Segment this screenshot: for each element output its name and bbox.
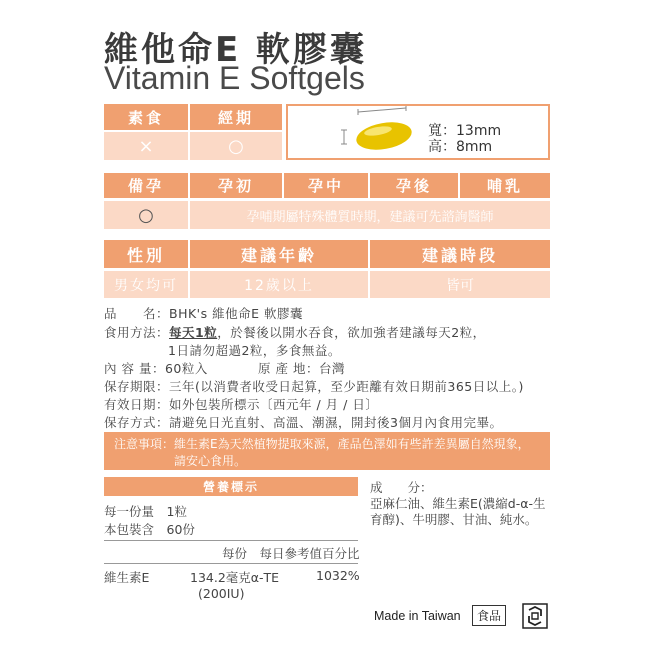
nutrition-row-name: 維生素E — [104, 570, 150, 585]
pregnancy-header-early: 孕初 — [190, 173, 282, 198]
nutrition-row-percent: 1032% — [316, 568, 360, 583]
pregnancy-header-prep: 備孕 — [104, 173, 188, 198]
nutrition-serving-size: 每一份量 1粒 — [104, 504, 187, 519]
nutrition-divider — [104, 540, 358, 541]
notice-line2: 請安心食用。 — [174, 454, 247, 468]
info-usage-line2: 1日請勿超過2粒，多食無益。 — [168, 343, 341, 358]
capsule-image-box — [286, 104, 550, 160]
notice-box — [104, 432, 550, 470]
info-product-name: 品 名：BHK's 維他命E 軟膠囊 — [104, 306, 303, 321]
nutrition-header: 營養標示 — [104, 477, 358, 496]
info-expiry: 有效日期：如外包裝所標示〔西元年 / 月 / 日〕 — [104, 397, 379, 412]
pregnancy-header-nursing: 哺乳 — [460, 173, 550, 198]
recycle-certification-icon — [522, 603, 548, 629]
gender-value: 男女均可 — [104, 271, 188, 298]
menstruation-value: ○ — [190, 132, 282, 160]
nutrition-column-header: 每份 每日參考值百分比 — [222, 546, 360, 561]
capsule-width: 寬：13mm — [428, 123, 502, 139]
info-content: 內 容 量：60粒入 — [104, 361, 208, 376]
nutrition-row-amount: 134.2毫克α-TE — [190, 570, 280, 585]
ingredients-line2: 育醇)、牛明膠、甘油、純水。 — [370, 512, 538, 527]
nutrition-row-amount-iu: (200IU) — [198, 586, 245, 601]
made-in-taiwan: Made in Taiwan — [374, 609, 461, 623]
nutrition-divider — [104, 563, 358, 564]
product-title-en: Vitamin E Softgels — [104, 60, 365, 96]
vegetarian-value: × — [104, 132, 188, 160]
age-header: 建議年齡 — [190, 240, 368, 268]
info-usage-rest: ，於餐後以開水吞食，欲加強者建議每天2粒， — [217, 325, 486, 340]
time-header: 建議時段 — [370, 240, 550, 268]
info-origin: 原 產 地：台灣 — [258, 361, 345, 376]
menstruation-header: 經期 — [190, 104, 282, 130]
product-title-zh: 維他命E 軟膠囊 — [104, 30, 368, 70]
gender-header: 性別 — [104, 240, 188, 268]
pregnancy-note: 孕哺期屬特殊體質時期，建議可先諮詢醫師 — [190, 201, 550, 229]
info-shelf-life: 保存期限：三年(以消費者收受日起算，至少距離有效日期前365日以上。) — [104, 379, 524, 394]
pregnancy-header-late: 孕後 — [370, 173, 458, 198]
pregnancy-prep-value: ○ — [104, 201, 188, 229]
ingredients-line1: 亞麻仁油、維生素E(濃縮d-α-生 — [370, 496, 546, 511]
info-usage-label: 食用方法： — [104, 325, 170, 340]
info-storage: 保存方式：請避免日光直射、高溫、潮濕，開封後3個月內食用完畢。 — [104, 415, 503, 430]
age-value: 12歲以上 — [190, 271, 368, 298]
time-value: 皆可 — [370, 271, 550, 298]
pregnancy-header-mid: 孕中 — [284, 173, 368, 198]
nutrition-servings: 本包裝含 60份 — [104, 522, 195, 537]
info-usage — [104, 323, 486, 341]
info-usage-highlight: 每天1粒 — [169, 325, 218, 340]
capsule-height: 高：8mm — [428, 139, 493, 155]
food-badge: 食品 — [472, 605, 506, 626]
vegetarian-header: 素食 — [104, 104, 188, 130]
notice-line1: 注意事項：維生素E為天然植物提取來源，產品色澤如有些許差異屬自然現象， — [114, 437, 530, 451]
ingredients-label: 成 分： — [370, 480, 433, 495]
